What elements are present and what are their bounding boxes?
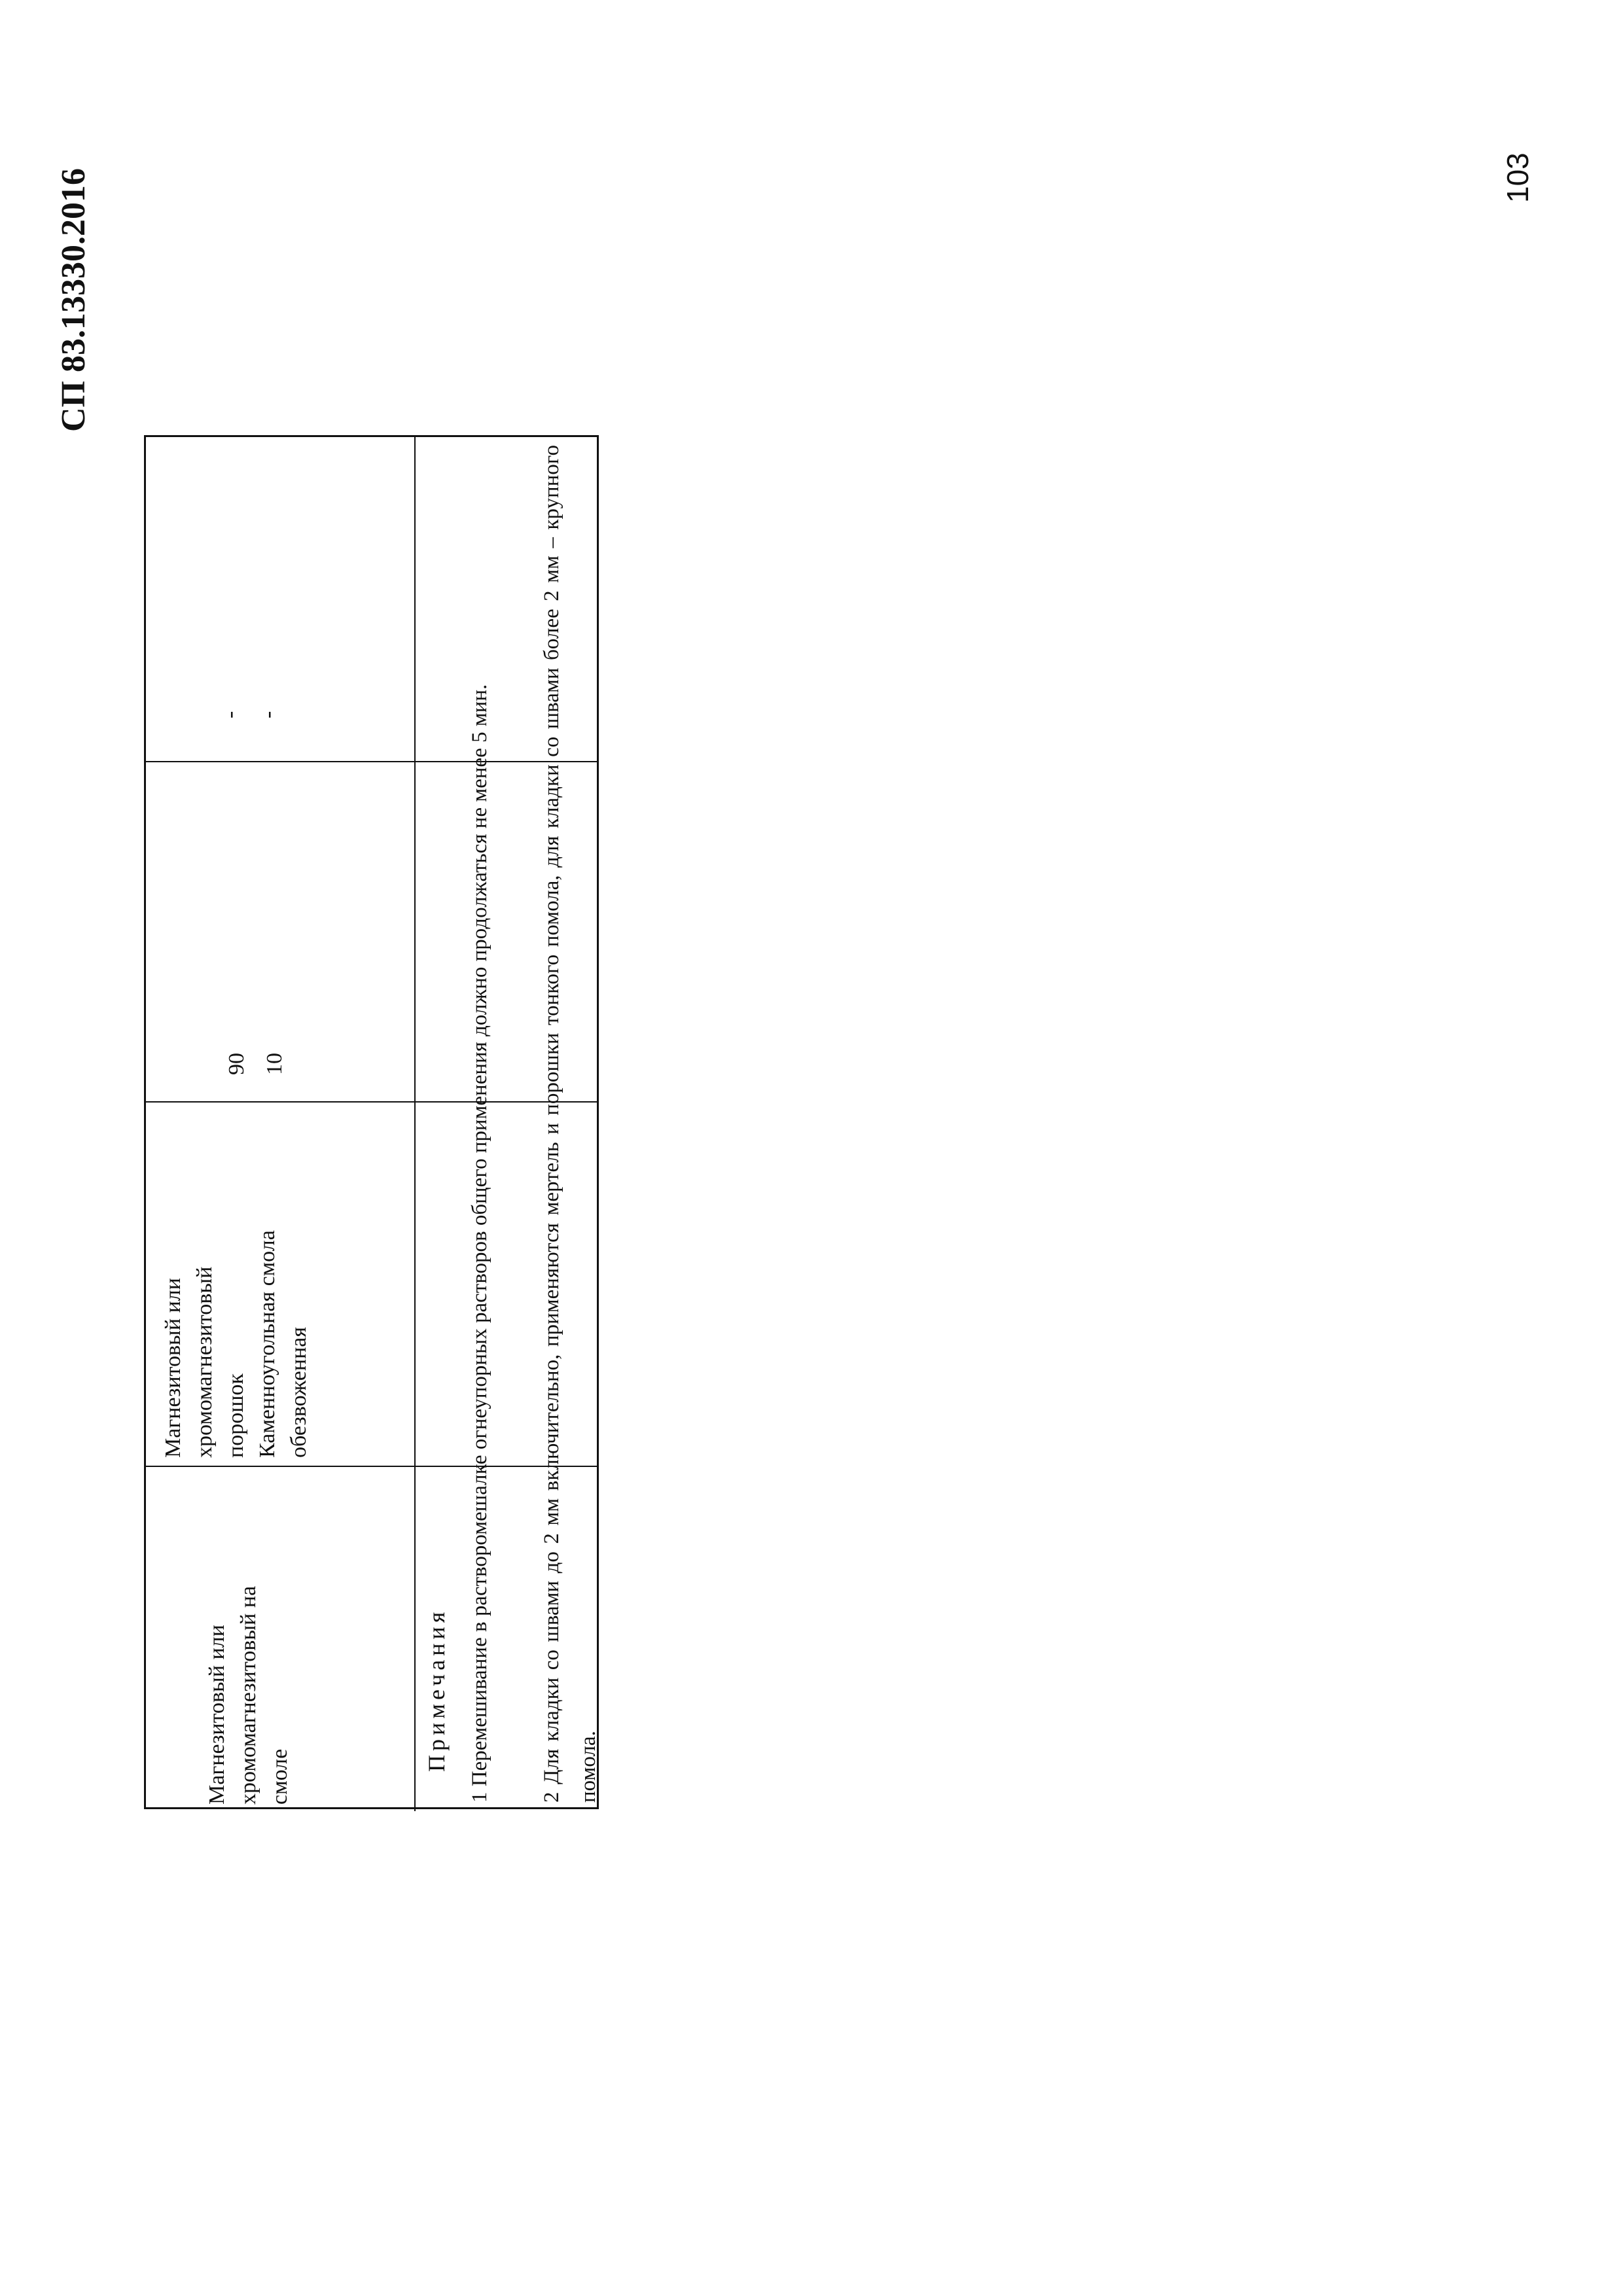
table-cell-components: Магнезитовый или хромомагнезитовый порошок Каменноугольная смола обезвоженная (161, 1230, 311, 1458)
table-cell-name: Магнезитовый или хромомагнезитовый на смоле (205, 1585, 292, 1805)
table-cell-extra: - - (218, 711, 280, 718)
note-item-1: 1 Перемешивание в растворомешалке огнеупорных растворов общего применения должно продолжаться не менее 5 мин. (468, 684, 491, 1803)
document-code: СП 83.13330.2016 (55, 168, 92, 432)
notes-title: Примечания (423, 1608, 450, 1772)
note-item-2: 2 Для кладки со швами до 2 мм включительно, применяются мертель и порошки тонкого помола, для кладки со швами более 2 мм – крупного помола. (540, 445, 600, 1803)
materials-table (144, 435, 599, 1809)
page-number: 103 (1501, 152, 1535, 203)
table-cell-values: 90 10 (224, 1053, 287, 1075)
table-notes-divider (414, 437, 416, 1811)
